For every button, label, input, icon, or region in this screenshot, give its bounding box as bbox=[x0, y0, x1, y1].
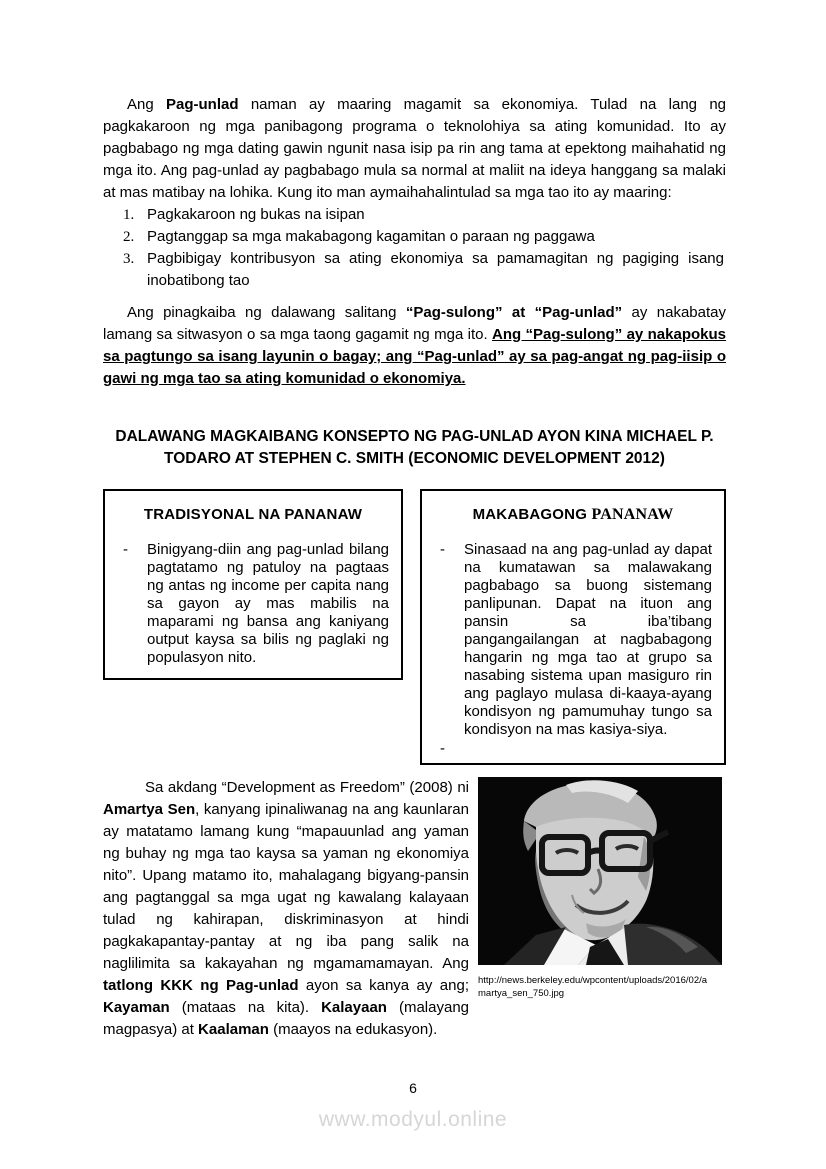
bold-tatlong-kkk: tatlong KKK ng Pag-unlad bbox=[103, 977, 299, 994]
box-title: TRADISYONAL NA PANANAW bbox=[143, 506, 363, 523]
dash-bullet: - bbox=[123, 541, 128, 558]
box-title bbox=[422, 491, 724, 525]
list-item-text: Pagkakaroon ng bukas na isipan bbox=[147, 206, 365, 223]
paragraph-text: Ang pinagkaiba ng dalawang salitang bbox=[127, 304, 406, 321]
bold-kaalaman: Kaalaman bbox=[198, 1021, 269, 1038]
paragraph-text: (malayang magpasya) at bbox=[103, 999, 470, 1038]
paragraph-text: , kanyang ipinaliwanag na ang kaunlaran ay matatamo lamang kung “mapauunlad ang yaman ng buhay ng mga tao kaysa sa yaman ng ekonomiya nito”. Upang matamo ito, mahalagang bigyang-pansin ang pagtanggal sa mga ugat ng kawalang kalayaan tulad ng kahirapan, diskriminasyon at hindi pagkakapantay-pantay at ng iba pang salik na naglilimita sa kakayahan ng mgamamamayan. Ang bbox=[103, 801, 469, 972]
list-item bbox=[123, 226, 726, 248]
paragraph-text: Sa akdang “Development as Freedom” (2008) ni bbox=[145, 779, 469, 796]
list-number: 3. bbox=[123, 251, 135, 267]
paragraph-amartya-sen bbox=[103, 777, 469, 1041]
paragraph-pinagkaiba bbox=[103, 302, 726, 390]
list-item bbox=[123, 204, 726, 226]
dash-bullet: - bbox=[440, 541, 445, 558]
caption-line: martya_sen_750.jpg bbox=[478, 988, 565, 999]
box-bullet-row bbox=[105, 525, 401, 667]
amartya-sen-photo bbox=[478, 777, 722, 965]
paragraph-text: Ang bbox=[127, 96, 166, 113]
paragraph-text: ayon sa kanya ay ang; bbox=[298, 977, 469, 994]
caption-line: http://news.berkeley.edu/wpcontent/uploads/2016/02/a bbox=[478, 975, 708, 986]
watermark: www.modyul.online bbox=[318, 1108, 508, 1131]
box-title-part-serif: PANANAW bbox=[591, 506, 674, 523]
section-heading: DALAWANG MAGKAIBANG KONSEPTO NG PAG-UNLAD AYON KINA MICHAEL P. TODARO AT STEPHEN C. SMITH (ECONOMIC DEVELOPMENT 2012) bbox=[115, 428, 714, 467]
page-content bbox=[103, 94, 726, 1041]
amartya-sen-section bbox=[103, 777, 726, 1041]
box-body-text: Sinasaad na ang pag-unlad ay dapat na kumatawan sa malawakang pagbabago sa buong sistemang panlipunan. Dapat na ituon ang pansin sa iba’tibang pangangailangan at nagbabagong hangarin ng mga tao at grupo sa nasabing sistema upan masiguro rin ang paglayo mulasa di-kaaya-ayang kondisyon ng pamumuhay tungo sa kondisyon na mas kasiya-siya. bbox=[464, 541, 712, 738]
numbered-list bbox=[123, 204, 726, 292]
bold-kayaman: Kayaman bbox=[103, 999, 170, 1016]
box-body-text: Binigyang-diin ang pag-unlad bilang pagtatamo ng patuloy na pagtaas ng antas ng income per capita nang sa gayon ay mas mabilis na maparami ng bansa ang kaniyang output kaysa sa bilis ng paglaki ng populasyon nito. bbox=[147, 541, 389, 666]
box-title-part: MAKABAGONG bbox=[472, 506, 592, 523]
box-makabagong-pananaw bbox=[420, 489, 726, 765]
paragraph-text: ay nakabatay lamang sa sitwasyon o sa mga taong gagamit ng mga ito. bbox=[103, 304, 726, 343]
photo-column bbox=[478, 777, 726, 1041]
list-number: 1. bbox=[123, 207, 135, 223]
bold-amartya-sen: Amartya Sen bbox=[103, 801, 196, 818]
list-item-text: Pagtanggap sa mga makabagong kagamitan o paraan ng paggawa bbox=[147, 228, 595, 245]
bold-term-pag-unlad: Pag-unlad bbox=[166, 96, 239, 113]
trailing-dash: - bbox=[440, 740, 445, 757]
paragraph-text: (maayos na edukasyon). bbox=[268, 1021, 438, 1038]
list-number: 2. bbox=[123, 229, 135, 245]
comparison-boxes bbox=[103, 489, 726, 765]
page-number: 6 bbox=[409, 1080, 417, 1096]
paragraph-text: (mataas na kita). bbox=[169, 999, 322, 1016]
box-tradisyonal-na-pananaw bbox=[103, 489, 403, 680]
list-item-text: Pagbibigay kontribusyon sa ating ekonomiya sa pamamagitan ng pagiging isang inobatibong tao bbox=[147, 250, 724, 289]
box-bullet-row bbox=[422, 525, 724, 739]
paragraph-text: naman ay maaring magamit sa ekonomiya. Tulad na lang ng pagkakaroon ng mga panibagong programa o teknolohiya sa ating komunidad. Ito ay pagbabago ng mga dating gawin ngunit nasa isip pa rin ang tama at epektong maihahatid ng mga ito. Ang pag-unlad ay pagbabago mula sa normal at maliit na ideya hanggang sa malaki at mas matibay na lohika. Kung ito man aymaihahalintulad sa mga tao ito ay maaring: bbox=[103, 96, 726, 201]
list-item bbox=[123, 248, 726, 292]
photo-caption bbox=[478, 974, 726, 1000]
bold-terms: “Pag-sulong” at “Pag-unlad” bbox=[405, 304, 623, 321]
paragraph-pag-unlad bbox=[103, 94, 726, 204]
emphasized-statement: Ang “Pag-sulong” ay nakapokus sa pagtungo sa isang layunin o bagay; ang “Pag-unlad” ay sa pag-angat ng pag-iisip o gawi ng mga tao sa ating komunidad o ekonomiya. bbox=[103, 326, 726, 387]
bold-kalayaan: Kalayaan bbox=[321, 999, 387, 1016]
